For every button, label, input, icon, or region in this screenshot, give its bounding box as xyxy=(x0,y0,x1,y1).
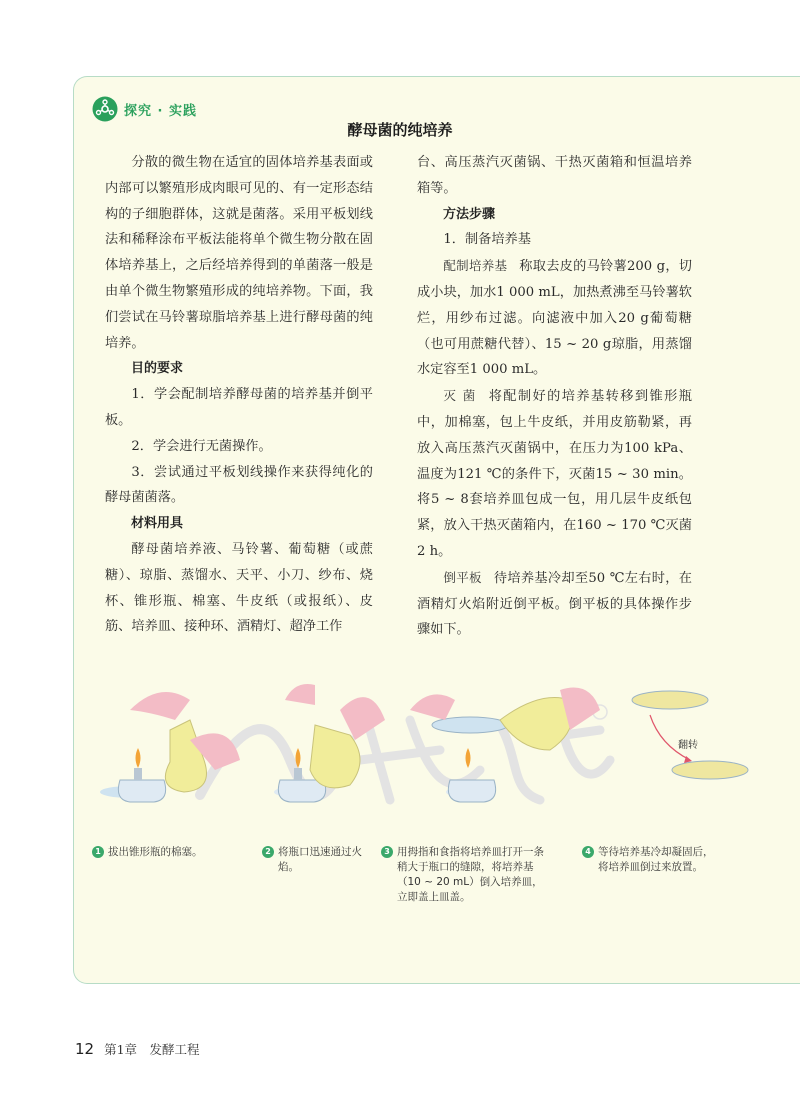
caption-3 xyxy=(381,845,551,905)
pour-term: 倒平板 xyxy=(443,569,482,585)
prep-paragraph xyxy=(417,253,692,383)
page-footer xyxy=(75,1040,200,1058)
flip-label: 翻转 xyxy=(678,740,698,751)
method-heading: 方法步骤 xyxy=(443,206,496,222)
prep-text: 称取去皮的马铃薯200 g，切成小块，加水1 000 mL，加热煮沸至马铃薯软烂，用纱布过滤。向滤液中加入20 g葡萄糖（也可用蔗糖代替）、15 ~ 20 g琼脂，用蒸馏水定容至1 000 mL。 xyxy=(417,259,692,378)
caption-1 xyxy=(92,845,232,860)
caption-2 xyxy=(262,845,372,875)
step2-figure xyxy=(274,684,385,802)
pour-text: 待培养基冷却至50 ℃左右时，在酒精灯火焰附近倒平板。倒平板的具体操作步骤如下。 xyxy=(417,570,692,638)
sterilize-text: 将配制好的培养基转移到锥形瓶中，加棉塞，包上牛皮纸，并用皮筋勒紧，再放入高压蒸汽灭菌锅中，在压力为100 kPa、温度为121 ℃的条件下，灭菌15 ~ 30 min。将5 ~ 8套培养皿包成一包，用几层牛皮纸包紧，放入干热灭菌箱内，在160 ~ 170 ℃灭菌2 h。 xyxy=(417,389,692,559)
caption-4 xyxy=(582,845,722,875)
pour-paragraph xyxy=(417,565,692,643)
left-column xyxy=(105,150,373,640)
prep-term: 配制培养基 xyxy=(443,258,508,274)
chapter-title: 第1章 发酵工程 xyxy=(104,1042,200,1057)
section-tag-label: 探究 · 实践 xyxy=(124,103,197,119)
caption-number: 4 xyxy=(582,846,594,858)
materials-paragraph: 酵母菌培养液、马铃薯、葡萄糖（或蔗糖）、琼脂、蒸馏水、天平、小刀、纱布、烧杯、锥形瓶、棉塞、牛皮纸（或报纸）、皮筋、培养皿、接种环、酒精灯、超净工作 xyxy=(105,541,373,635)
materials-heading: 材料用具 xyxy=(131,516,184,532)
caption-text: 用拇指和食指将培养皿打开一条稍大于瓶口的缝隙，将培养基（10 ~ 20 mL）倒入培养皿，立即盖上皿盖。 xyxy=(397,846,544,903)
goal-item: 2．学会进行无菌操作。 xyxy=(131,438,272,454)
goal-heading: 目的要求 xyxy=(131,361,184,377)
caption-number: 2 xyxy=(262,846,274,858)
sterilize-term: 灭 菌 xyxy=(443,388,477,404)
caption-text: 等待培养基冷却凝固后，将培养皿倒过来放置。 xyxy=(598,846,714,873)
step1-heading: 1．制备培养基 xyxy=(443,232,531,248)
goal-item: 3．尝试通过平板划线操作来获得纯化的酵母菌菌落。 xyxy=(105,464,373,506)
pour-plate-illustration xyxy=(90,670,790,830)
step3-figure xyxy=(410,688,600,803)
materials-continued: 台、高压蒸汽灭菌锅、干热灭菌箱和恒温培养箱等。 xyxy=(417,155,692,196)
page-number: 12 xyxy=(75,1040,95,1058)
caption-text: 将瓶口迅速通过火焰。 xyxy=(278,846,362,873)
sterilize-paragraph xyxy=(417,383,692,565)
intro-paragraph: 分散的微生物在适宜的固体培养基表面或内部可以繁殖形成肉眼可见的、有一定形态结构的子细胞群体，这就是菌落。采用平板划线法和稀释涂布平板法能将单个微生物分散在固体培养基上，之后经培养得到的单菌落一般是由单个微生物繁殖形成的纯培养物。下面，我们尝试在马铃薯琼脂培养基上进行酵母菌的纯培养。 xyxy=(105,155,373,351)
caption-number: 3 xyxy=(381,846,393,858)
step1-figure xyxy=(100,692,240,802)
goal-item: 1．学会配制培养酵母菌的培养基并倒平板。 xyxy=(105,387,373,428)
page-title: 酵母菌的纯培养 xyxy=(347,121,453,139)
caption-number: 1 xyxy=(92,846,104,858)
right-column xyxy=(417,150,692,643)
step4-figure xyxy=(632,691,748,779)
caption-text: 拔出锥形瓶的棉塞。 xyxy=(108,846,203,858)
